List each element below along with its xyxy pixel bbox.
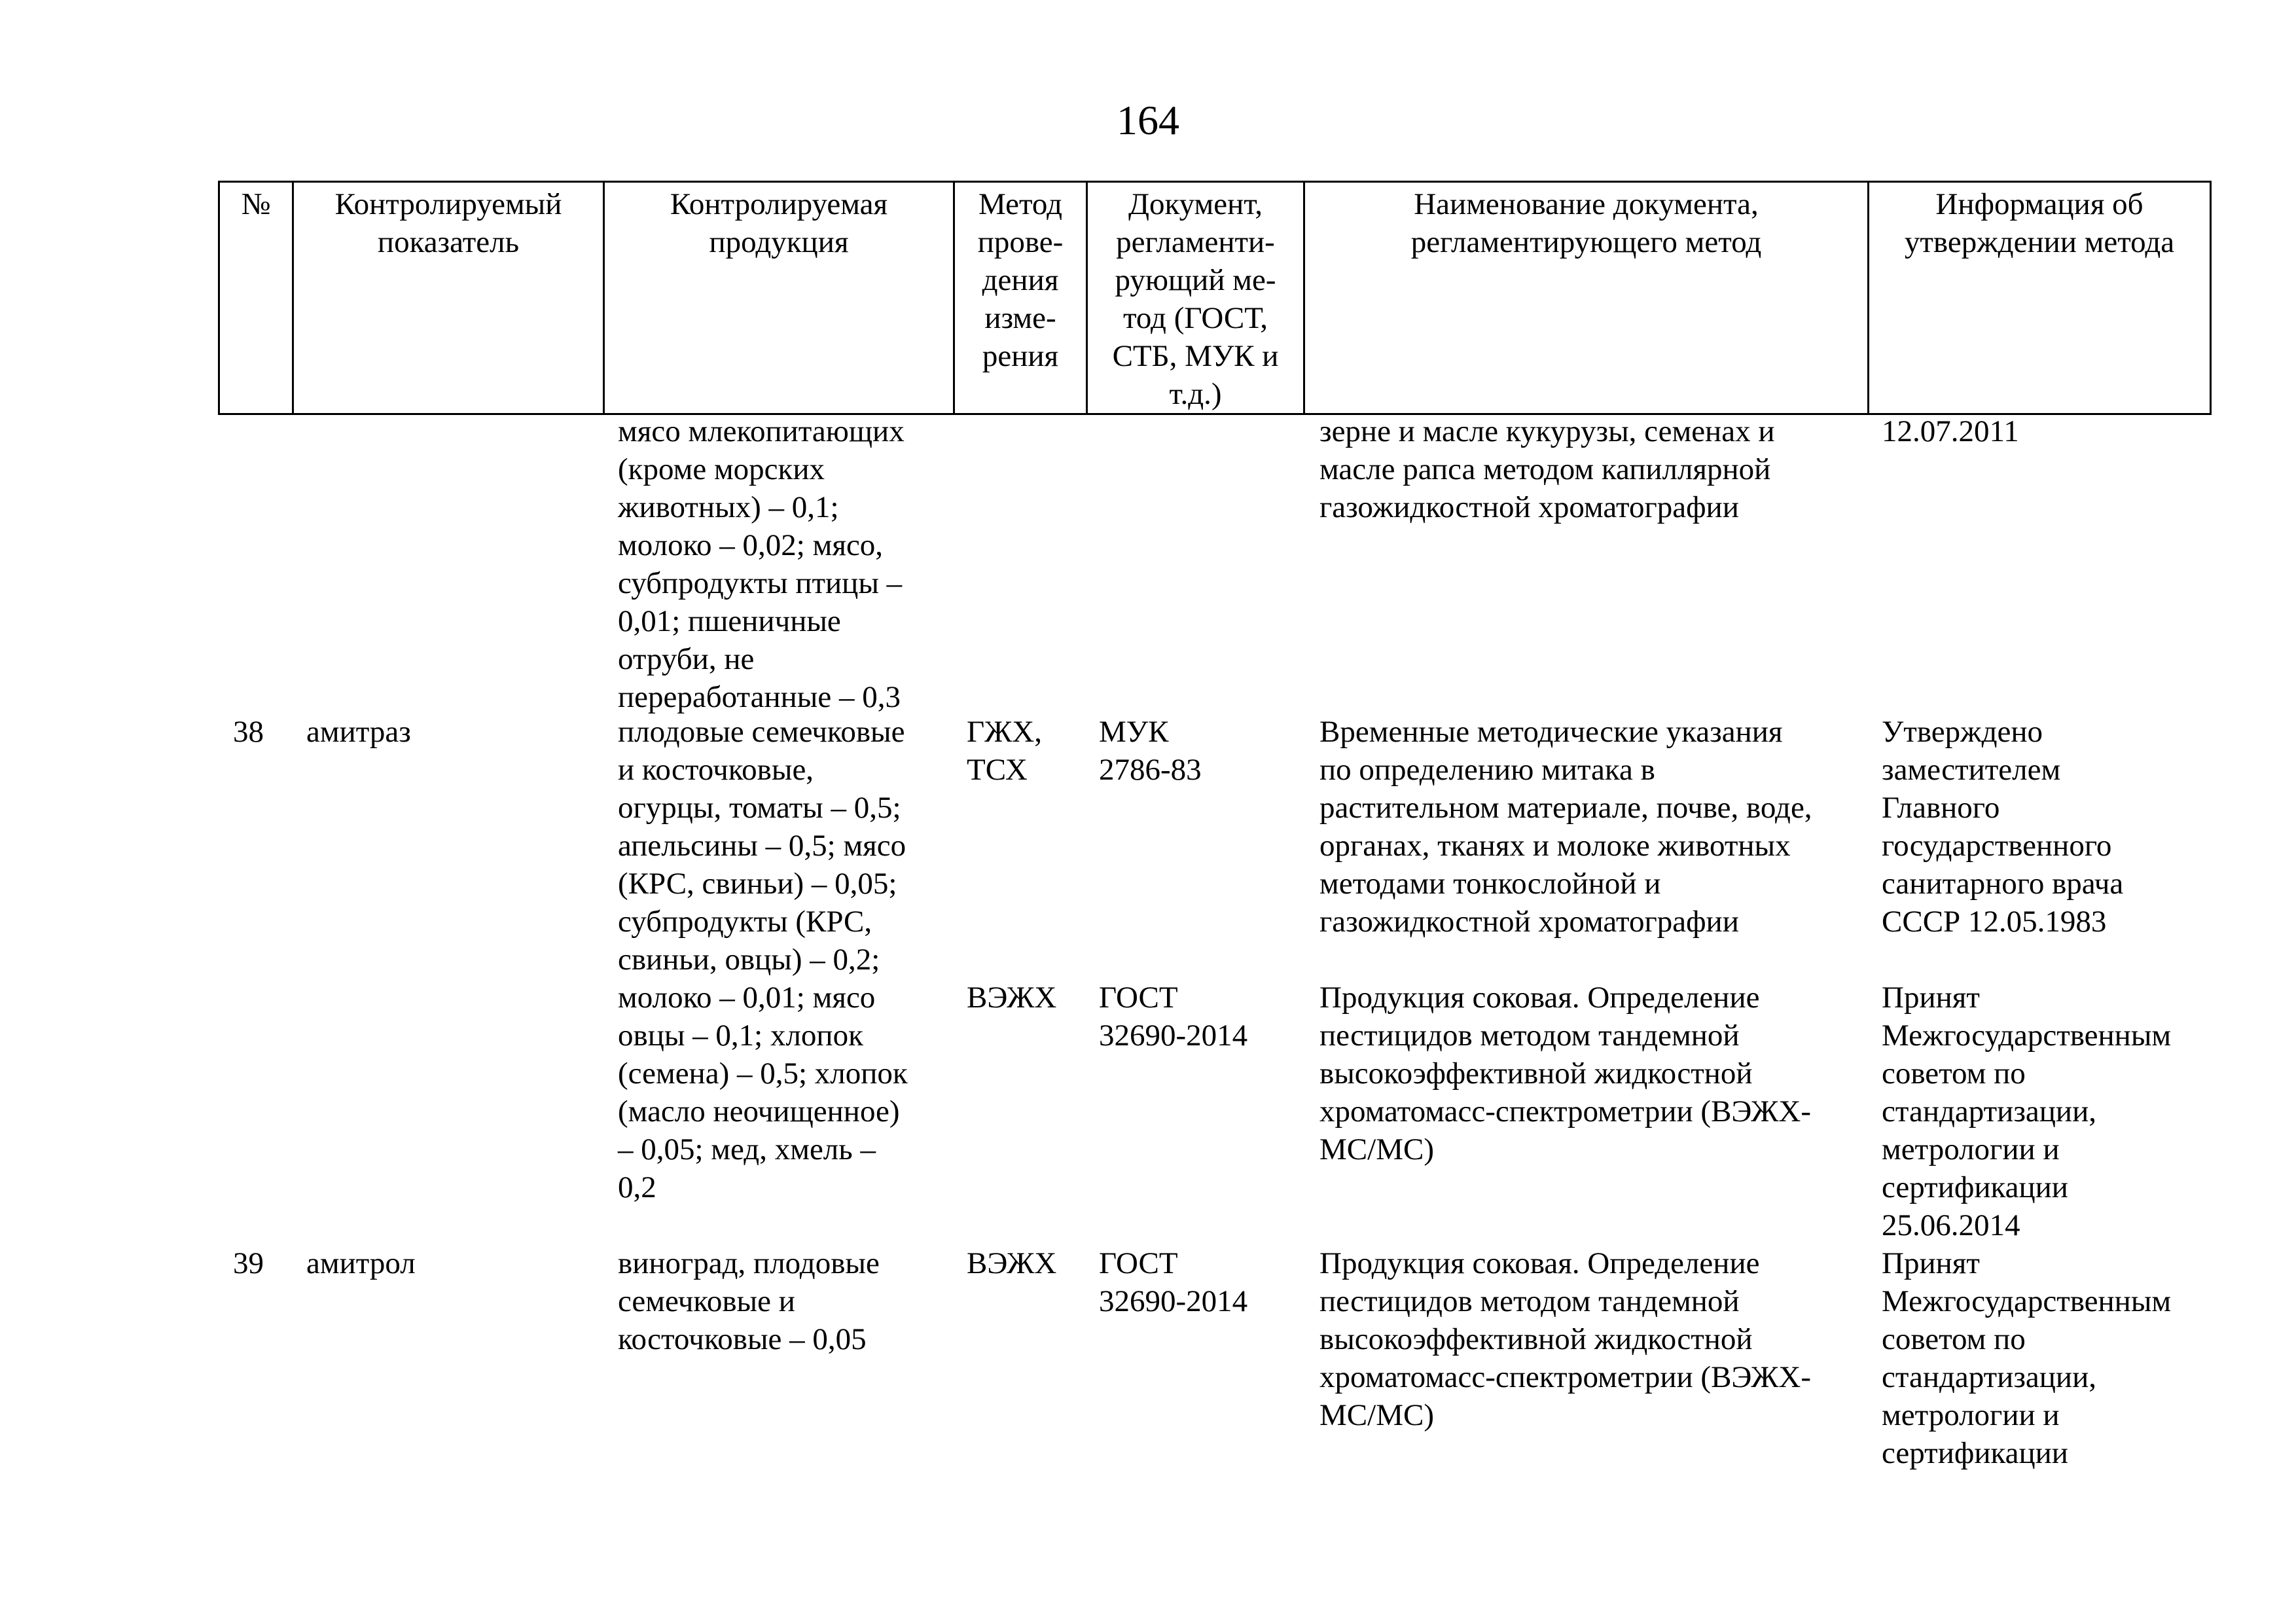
page-number: 164 (1117, 97, 1179, 143)
row-38-document-name-2: Продукция соковая. Определение пестицидов методом тандемной высокоэффективной жидкостной хроматомасс-спектрометрии (ВЭЖХ- МС/МС) (1319, 981, 1811, 1166)
header-document-name: Наименование документа, регламентирующего метод (1304, 182, 1869, 414)
header-indicator: Контролируемый показатель (293, 182, 604, 414)
row-38-document-2: ГОСТ 32690-2014 (1099, 981, 1248, 1053)
header-product: Контролируемая продукция (604, 182, 954, 414)
header-number: № (219, 182, 293, 414)
row-38-approval-1: Утверждено заместителем Главного государственного санитарного врача СССР 12.05.1983 (1882, 715, 2124, 939)
table-header (218, 181, 2212, 415)
row-39-indicator: амитрол (306, 1246, 416, 1280)
row-39-document-name: Продукция соковая. Определение пестицидов методом тандемной высокоэффективной жидкостной хроматомасс-спектрометрии (ВЭЖХ- МС/МС) (1319, 1246, 1811, 1432)
row-39-product: виноград, плодовые семечковые и косточковые – 0,05 (618, 1246, 880, 1356)
row-38-document-1: МУК 2786-83 (1099, 715, 1202, 787)
row-38-method-2: ВЭЖХ (967, 981, 1057, 1015)
row-39-number: 39 (233, 1246, 264, 1280)
row-38-indicator: амитраз (306, 715, 411, 749)
header-approval: Информация об утверждении метода (1869, 182, 2211, 414)
row-38-document-name-1: Временные методические указания по определению митака в растительном материале, почве, воде, органах, тканях и молоке животных методами тонкослойной и газожидкостной хроматографии (1319, 715, 1812, 939)
row-38-approval-2: Принят Межгосударственным советом по стандартизации, метрологии и сертификации 25.06.2014 (1882, 981, 2172, 1242)
continuation-product: мясо млекопитающих (кроме морских животных) – 0,1; молоко – 0,02; мясо, субпродукты птицы – 0,01; пшеничные отруби, не переработанные – 0,3 (618, 414, 905, 714)
row-39-approval: Принят Межгосударственным советом по стандартизации, метрологии и сертификации (1882, 1246, 2172, 1470)
row-38-product: плодовые семечковые и косточковые, огурцы, томаты – 0,5; апельсины – 0,5; мясо (КРС, свиньи) – 0,05; субпродукты (КРС, свиньи, овцы) – 0,2; молоко – 0,01; мясо овцы – 0,1; хлопок (семена) – 0,5; хлопок (масло неочищенное) – 0,05; мед, хмель – 0,2 (618, 715, 908, 1204)
row-38-method-1: ГЖХ, ТСХ (967, 715, 1042, 787)
header-method: Метод прове- дения изме- рения (954, 182, 1087, 414)
row-38-number: 38 (233, 715, 264, 749)
continuation-approval: 12.07.2011 (1882, 414, 2019, 448)
continuation-document-name: зерне и масле кукурузы, семенах и масле рапса методом капиллярной газожидкостной хроматографии (1319, 414, 1775, 524)
row-39-method: ВЭЖХ (967, 1246, 1057, 1280)
header-document: Документ, регламенти- рующий ме- тод (ГОСТ, СТБ, МУК и т.д.) (1087, 182, 1304, 414)
row-39-document: ГОСТ 32690-2014 (1099, 1246, 1248, 1318)
